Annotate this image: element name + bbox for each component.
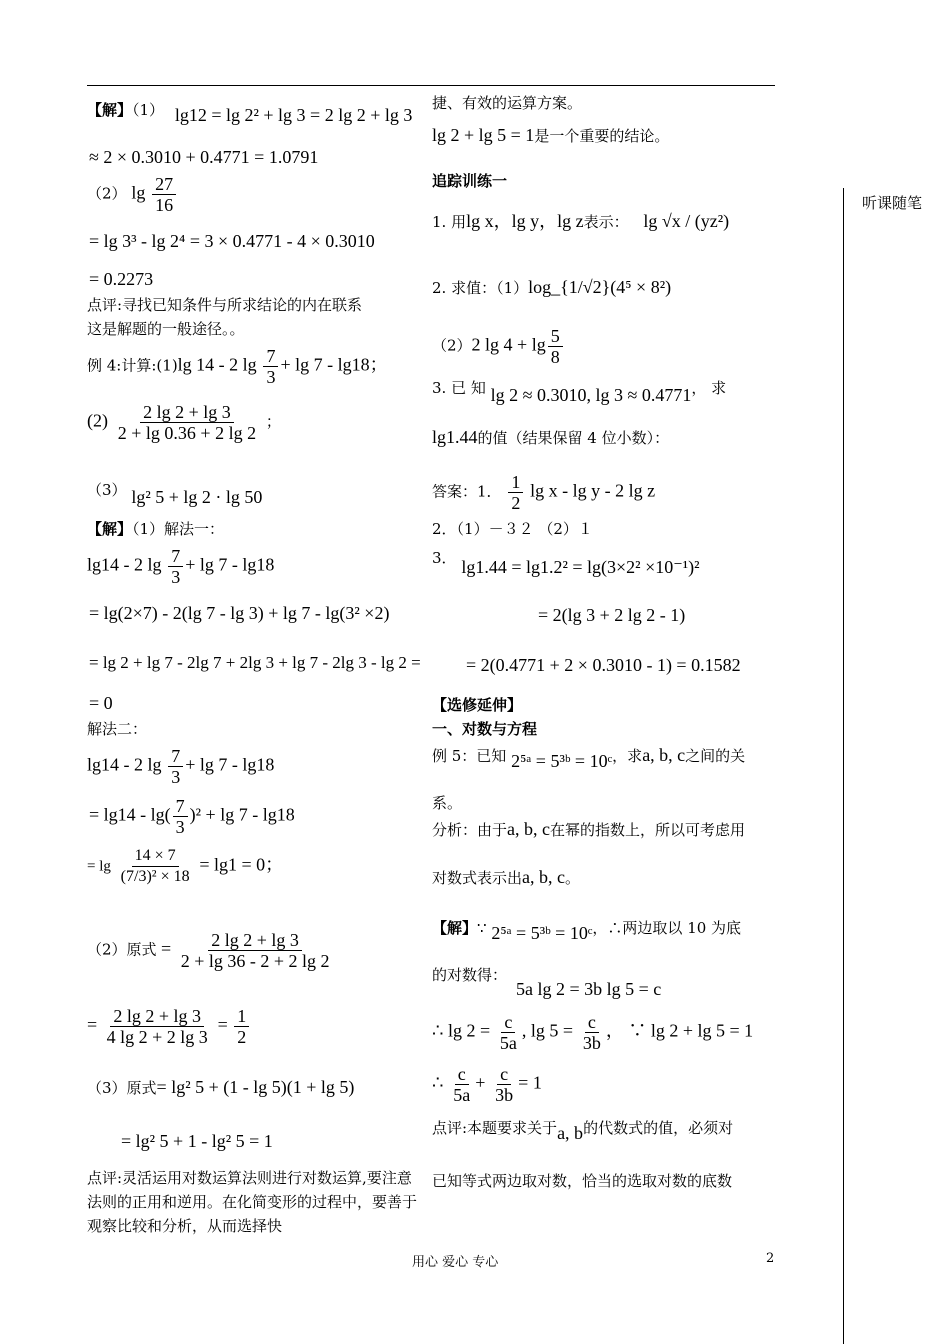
answer-3-line-3: = 2(0.4771 + 2 × 0.3010 - 1) = 0.1582 <box>466 655 741 675</box>
fraction: $\frac{7}{3}$ <box>168 746 183 787</box>
conclusion: lg 2 + lg 5 = 1是一个重要的结论。 <box>432 125 670 145</box>
fraction: $\frac{27}{16}$ <box>152 174 176 215</box>
exercise-3-cont: lg1.44的值（结果保留 4 位小数）： <box>432 427 670 447</box>
method-1-line-1: lg14 - 2 lg $\frac{7}{3}$ + lg 7 - lg18 <box>87 546 275 587</box>
solution-2-header: 【解】（1）解法一： <box>87 520 225 538</box>
solution-1-part-2: （2） lg $\frac{27}{16}$ <box>87 174 178 215</box>
solution-5-line-2: ∴ $\frac{c}{5a}$ + $\frac{c}{3b}$ = 1 <box>432 1064 542 1105</box>
fraction: $\frac{14 \times 7}{\text{(7/3)² × 18}}$ <box>120 847 190 885</box>
solution-5-eq: 5a lg 2 = 3b lg 5 = c <box>516 979 662 999</box>
solution-5: 【解】∵ 2⁵ᵃ = 5³ᵇ = 10ᶜ，∴两边取以 10 为底 <box>432 919 742 943</box>
example-4: 例 4:计算:(1)lg 14 - 2 lg $\frac{7}{3}$ + lg 7 - lg18； <box>87 346 388 387</box>
comment-2: 点评:灵活运用对数运算法则进行对数运算,要注意法则的正用和逆用。在化简变形的过程中，要善于观察比较和分析，从而选择快 <box>87 1169 418 1235</box>
equation: lg12 = lg 2² + lg 3 = 2 lg 2 + lg 3 <box>174 105 413 125</box>
method-2-label: 解法二： <box>87 720 148 738</box>
fraction: $\frac{1}{2}$ <box>508 472 523 513</box>
equation: = 0.2273 <box>89 269 154 289</box>
comment-line: 点评:寻找已知条件与所求结论的内在联系 <box>87 296 363 314</box>
example-4-q3: （3） lg² 5 + lg 2 · lg 50 <box>87 481 263 507</box>
method-2-line-3: = lg $\frac{14 \times 7}{\text{(7/3)² × 18}}$ = lg1 = 0； <box>87 847 284 885</box>
fraction: $\frac{c}{3b}$ <box>582 1012 601 1053</box>
comment-5: 点评:本题要求关于a, b的代数式的值，必须对 <box>432 1119 734 1143</box>
exercise-3: 3. 已 知 lg 2 ≈ 0.3010, lg 3 ≈ 0.4771， 求 <box>432 379 727 405</box>
analysis-cont: 对数式表示出a, b, c。 <box>432 867 581 887</box>
comment-line: 这是解题的一般途径。。 <box>87 320 245 338</box>
exercise-2: 2. 求值：（1）log_{1/√2}(4⁵ × 8²) <box>432 277 672 297</box>
top-rule <box>87 85 775 86</box>
fraction: $\frac{7}{3}$ <box>168 546 183 587</box>
example-4-q2: (2) $\frac{2 \lg 2 + \lg 3}{2 + \lg 0.36 + 2 \lg 2}$ ； <box>87 402 281 443</box>
solution-tag: 【解】 <box>87 101 133 119</box>
fraction: $\frac{c}{3b}$ <box>495 1064 514 1105</box>
continuation: 捷、有效的运算方案。 <box>432 94 583 112</box>
solution-1-line-1: 【解】（1） lg12 = lg 2² + lg 3 = 2 lg 2 + lg 3 <box>87 101 413 125</box>
side-note: 听课随笔 <box>862 194 923 212</box>
part-2-result: = $\frac{2 \lg 2 + \lg 3}{4 \lg 2 + 2 \lg 3}$ = $\frac{1}{2}$ <box>87 1006 251 1047</box>
comment-5-cont: 已知等式两边取对数，恰当的选取对数的底数 <box>432 1172 733 1190</box>
method-2-line-1: lg14 - 2 lg $\frac{7}{3}$ + lg 7 - lg18 <box>87 746 275 787</box>
fraction: $\frac{1}{2}$ <box>234 1006 249 1047</box>
part-3-result: = lg² 5 + 1 - lg² 5 = 1 <box>121 1131 273 1151</box>
answer-2: 2．（1）－３２ （2）１ <box>432 520 593 538</box>
answer-3-line-2: = 2(lg 3 + 2 lg 2 - 1) <box>538 605 686 625</box>
method-1-line-3: = lg 2 + lg 7 - 2lg 7 + 2lg 3 + lg 7 - 2lg 3 - lg 2 = <box>89 653 421 672</box>
section-title: 追踪训练一 <box>432 172 508 190</box>
fraction: $\frac{2 \lg 2 + \lg 3}{4 \lg 2 + 2 \lg 3}$ <box>106 1006 208 1047</box>
answer-3: 3． lg1.44 = lg1.2² = lg(3×2² ×10⁻¹)² <box>432 549 700 577</box>
method-2-line-2: = lg14 - lg( $\frac{7}{3}$ )² + lg 7 - lg18 <box>89 796 295 837</box>
fraction: $\frac{2 \lg 2 + \lg 3}{2 + \lg 36 - 2 + 2 \lg 2}$ <box>180 930 330 971</box>
fraction: $\frac{c}{5a}$ <box>499 1012 517 1053</box>
extension-title: 【选修延伸】 <box>432 696 523 714</box>
method-1-line-4: = 0 <box>89 693 113 713</box>
solution-5-line-1: ∴ lg 2 = $\frac{c}{5a}$ , lg 5 = $\frac{c}{3b}$ ， ∵ lg 2 + lg 5 = 1 <box>432 1012 754 1053</box>
footer-motto: 用心 爱心 专心 <box>412 1255 499 1270</box>
example-5-cont: 系。 <box>432 794 463 812</box>
page-number: 2 <box>766 1251 775 1266</box>
fraction: $\frac{c}{5a}$ <box>453 1064 471 1105</box>
fraction: $\frac{5}{8}$ <box>548 326 563 367</box>
fraction: $\frac{2 \lg 2 + \lg 3}{2 + \lg 0.36 + 2 \lg 2}$ <box>117 402 257 443</box>
analysis: 分析：由于a, b, c在幂的指数上，所以可考虑用 <box>432 819 746 839</box>
answer-1: 答案：1． $\frac{1}{2}$ lg x - lg y - 2 lg z <box>432 472 656 513</box>
fraction: $\frac{7}{3}$ <box>263 346 278 387</box>
subsection-title: 一、对数与方程 <box>432 720 538 738</box>
fraction: $\frac{7}{3}$ <box>173 796 188 837</box>
example-5: 例 5：已知 2⁵ᵃ = 5³ᵇ = 10ᶜ，求a, b, c之间的关 <box>432 745 746 771</box>
equation: = lg 3³ - lg 2⁴ = 3 × 0.4771 - 4 × 0.3010 <box>89 231 375 251</box>
margin-rule <box>843 188 844 1344</box>
equation: ≈ 2 × 0.3010 + 0.4771 = 1.0791 <box>89 147 319 167</box>
exercise-2-part-2: （2）2 lg 4 + lg $\frac{5}{8}$ <box>432 326 565 367</box>
exercise-1: 1. 用lg x，lg y，lg z表示： lg √x / (yz²) <box>432 211 730 231</box>
part-2: （2）原式 = $\frac{2 \lg 2 + \lg 3}{2 + \lg 36 - 2 + 2 \lg 2}$ <box>87 930 335 971</box>
part-3: （3）原式= lg² 5 + (1 - lg 5)(1 + lg 5) <box>87 1077 355 1097</box>
solution-5-cont: 的对数得： <box>432 966 508 984</box>
method-1-line-2: = lg(2×7) - 2(lg 7 - lg 3) + lg 7 - lg(3² ×2) <box>89 603 390 623</box>
